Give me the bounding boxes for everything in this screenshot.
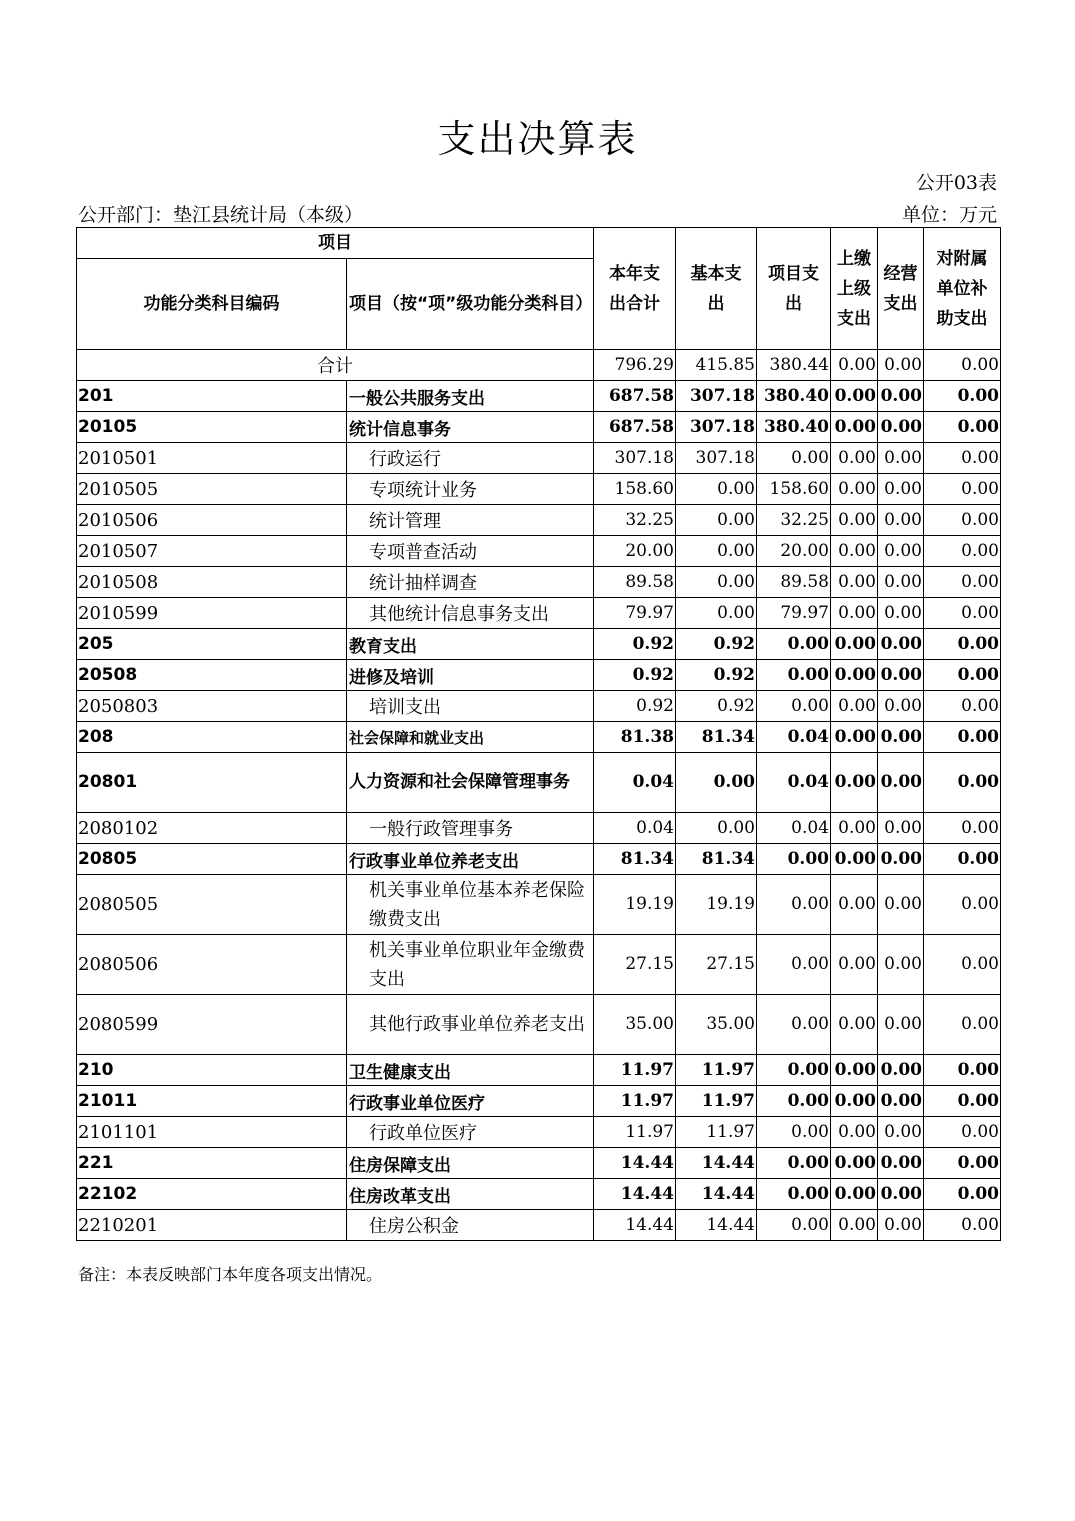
row-value: 89.58 xyxy=(757,567,831,598)
row-code: 21011 xyxy=(77,1086,347,1117)
row-value: 0.00 xyxy=(757,691,831,722)
row-value: 11.97 xyxy=(594,1055,676,1086)
row-value: 0.00 xyxy=(831,1117,878,1148)
row-value: 0.00 xyxy=(676,813,757,844)
footnote: 备注：本表反映部门本年度各项支出情况。 xyxy=(78,1265,383,1284)
row-value: 35.00 xyxy=(676,995,757,1055)
row-value: 0.00 xyxy=(757,1210,831,1241)
row-value: 307.18 xyxy=(676,412,757,443)
row-value: 0.00 xyxy=(831,567,878,598)
row-value: 307.18 xyxy=(594,443,676,474)
row-value: 0.00 xyxy=(878,1148,924,1179)
row-name: 行政事业单位医疗 xyxy=(347,1086,594,1117)
row-value: 0.00 xyxy=(878,1086,924,1117)
row-value: 0.00 xyxy=(831,1179,878,1210)
row-code: 2050803 xyxy=(77,691,347,722)
row-name: 统计管理 xyxy=(347,505,594,536)
row-value: 0.00 xyxy=(831,536,878,567)
unit-label: 单位：万元 xyxy=(901,204,997,226)
row-value: 0.00 xyxy=(924,1148,1001,1179)
row-value: 0.00 xyxy=(757,1117,831,1148)
total-value: 380.44 xyxy=(757,350,831,381)
row-value: 14.44 xyxy=(594,1179,676,1210)
header-subsidy xyxy=(924,228,1001,350)
row-value: 0.00 xyxy=(878,875,924,935)
row-value: 0.00 xyxy=(676,536,757,567)
row-value: 0.00 xyxy=(878,995,924,1055)
row-value: 0.00 xyxy=(924,474,1001,505)
row-code: 221 xyxy=(77,1148,347,1179)
row-value: 0.00 xyxy=(676,474,757,505)
row-value: 0.00 xyxy=(676,598,757,629)
row-code: 2010508 xyxy=(77,567,347,598)
row-value: 0.00 xyxy=(878,1117,924,1148)
table-row xyxy=(77,1086,1001,1117)
row-value: 0.04 xyxy=(594,753,676,813)
row-value: 0.00 xyxy=(878,505,924,536)
table-row xyxy=(77,1148,1001,1179)
row-value: 687.58 xyxy=(594,381,676,412)
row-name: 专项普查活动 xyxy=(347,536,594,567)
table-row xyxy=(77,875,1001,935)
row-value: 0.00 xyxy=(831,1210,878,1241)
row-value: 0.00 xyxy=(924,629,1001,660)
row-value: 0.00 xyxy=(831,598,878,629)
row-value: 0.00 xyxy=(831,474,878,505)
row-name: 进修及培训 xyxy=(347,660,594,691)
row-value: 35.00 xyxy=(594,995,676,1055)
row-name: 教育支出 xyxy=(347,629,594,660)
row-name: 一般公共服务支出 xyxy=(347,381,594,412)
row-value: 0.00 xyxy=(757,844,831,875)
table-row xyxy=(77,598,1001,629)
row-name: 其他统计信息事务支出 xyxy=(347,598,594,629)
row-value: 11.97 xyxy=(594,1117,676,1148)
table-row xyxy=(77,381,1001,412)
page-title: 支出决算表 xyxy=(437,117,638,161)
row-value: 0.00 xyxy=(831,629,878,660)
row-value: 0.00 xyxy=(924,995,1001,1055)
row-value: 0.00 xyxy=(757,1086,831,1117)
row-value: 0.00 xyxy=(878,844,924,875)
row-name: 人力资源和社会保障管理事务 xyxy=(347,753,594,813)
row-value: 81.34 xyxy=(594,844,676,875)
row-value: 0.00 xyxy=(831,691,878,722)
table-row xyxy=(77,995,1001,1055)
row-name: 统计抽样调查 xyxy=(347,567,594,598)
row-value: 32.25 xyxy=(757,505,831,536)
row-value: 0.00 xyxy=(924,1179,1001,1210)
row-value: 0.00 xyxy=(831,995,878,1055)
row-value: 0.00 xyxy=(924,1086,1001,1117)
row-code: 20805 xyxy=(77,844,347,875)
table-row xyxy=(77,567,1001,598)
row-name: 社会保障和就业支出 xyxy=(347,722,594,753)
row-value: 0.00 xyxy=(878,1179,924,1210)
row-code: 2010501 xyxy=(77,443,347,474)
row-value: 0.00 xyxy=(924,844,1001,875)
row-value: 14.44 xyxy=(594,1148,676,1179)
row-value: 158.60 xyxy=(594,474,676,505)
total-value: 0.00 xyxy=(831,350,878,381)
total-label: 合计 xyxy=(77,350,594,381)
row-value: 0.00 xyxy=(878,474,924,505)
table-row xyxy=(77,412,1001,443)
row-value: 0.04 xyxy=(757,813,831,844)
row-value: 158.60 xyxy=(757,474,831,505)
row-value: 0.00 xyxy=(831,660,878,691)
table-row xyxy=(77,536,1001,567)
row-value: 81.38 xyxy=(594,722,676,753)
row-value: 19.19 xyxy=(594,875,676,935)
row-value: 0.00 xyxy=(878,598,924,629)
row-value: 0.00 xyxy=(878,536,924,567)
row-value: 0.00 xyxy=(831,935,878,995)
row-value: 81.34 xyxy=(676,722,757,753)
row-value: 0.92 xyxy=(594,660,676,691)
row-name: 行政事业单位养老支出 xyxy=(347,844,594,875)
table-row xyxy=(77,629,1001,660)
row-name: 其他行政事业单位养老支出 xyxy=(347,995,594,1055)
row-value: 0.00 xyxy=(831,813,878,844)
row-value: 0.00 xyxy=(924,753,1001,813)
row-value: 14.44 xyxy=(676,1210,757,1241)
total-value: 0.00 xyxy=(924,350,1001,381)
row-value: 0.00 xyxy=(878,660,924,691)
header-basic-text: 基本支出 xyxy=(690,263,742,314)
row-name: 行政运行 xyxy=(347,443,594,474)
row-value: 0.04 xyxy=(757,722,831,753)
row-value: 0.92 xyxy=(676,691,757,722)
row-value: 0.00 xyxy=(878,813,924,844)
header-project-group: 项目 xyxy=(77,228,594,259)
row-value: 0.00 xyxy=(831,753,878,813)
row-name: 行政单位医疗 xyxy=(347,1117,594,1148)
row-code: 2210201 xyxy=(77,1210,347,1241)
row-value: 0.00 xyxy=(831,505,878,536)
row-name: 机关事业单位基本养老保险缴费支出 xyxy=(347,875,594,935)
row-value: 79.97 xyxy=(594,598,676,629)
row-name: 机关事业单位职业年金缴费支出 xyxy=(347,935,594,995)
row-value: 11.97 xyxy=(676,1055,757,1086)
row-value: 0.00 xyxy=(676,505,757,536)
row-value: 0.00 xyxy=(831,381,878,412)
row-value: 0.00 xyxy=(924,691,1001,722)
row-name: 卫生健康支出 xyxy=(347,1055,594,1086)
row-value: 0.00 xyxy=(831,875,878,935)
row-value: 0.04 xyxy=(757,753,831,813)
row-code: 2010599 xyxy=(77,598,347,629)
header-business xyxy=(878,228,924,350)
table-row xyxy=(77,1179,1001,1210)
row-value: 0.00 xyxy=(878,443,924,474)
header-total-text: 本年支出合计 xyxy=(609,263,660,314)
row-code: 2080599 xyxy=(77,995,347,1055)
expenditure-table xyxy=(76,227,1001,1241)
row-value: 11.97 xyxy=(676,1086,757,1117)
row-value: 0.00 xyxy=(924,660,1001,691)
row-value: 0.00 xyxy=(878,935,924,995)
table-row xyxy=(77,813,1001,844)
row-value: 0.00 xyxy=(878,722,924,753)
row-value: 0.00 xyxy=(924,813,1001,844)
row-value: 0.00 xyxy=(757,1179,831,1210)
row-code: 208 xyxy=(77,722,347,753)
row-value: 0.00 xyxy=(878,412,924,443)
row-name: 统计信息事务 xyxy=(347,412,594,443)
row-name: 住房保障支出 xyxy=(347,1148,594,1179)
row-value: 0.04 xyxy=(594,813,676,844)
row-value: 11.97 xyxy=(676,1117,757,1148)
total-row xyxy=(77,350,1001,381)
row-value: 0.00 xyxy=(924,935,1001,995)
row-code: 20801 xyxy=(77,753,347,813)
row-value: 0.00 xyxy=(676,567,757,598)
row-value: 11.97 xyxy=(594,1086,676,1117)
row-code: 2080506 xyxy=(77,935,347,995)
row-value: 81.34 xyxy=(676,844,757,875)
row-value: 380.40 xyxy=(757,412,831,443)
row-value: 79.97 xyxy=(757,598,831,629)
row-value: 0.00 xyxy=(831,844,878,875)
row-value: 0.00 xyxy=(924,722,1001,753)
row-value: 14.44 xyxy=(676,1148,757,1179)
row-value: 27.15 xyxy=(676,935,757,995)
department-label: 公开部门：垫江县统计局（本级） xyxy=(78,204,364,226)
row-value: 20.00 xyxy=(757,536,831,567)
header-project-text: 项目支出 xyxy=(768,263,819,314)
row-value: 0.00 xyxy=(757,995,831,1055)
row-value: 0.00 xyxy=(924,598,1001,629)
header-basic xyxy=(676,228,757,350)
header-upper xyxy=(831,228,878,350)
row-value: 0.92 xyxy=(676,660,757,691)
row-value: 307.18 xyxy=(676,381,757,412)
table-row xyxy=(77,844,1001,875)
row-value: 0.00 xyxy=(924,505,1001,536)
row-value: 0.92 xyxy=(676,629,757,660)
row-value: 0.00 xyxy=(831,1086,878,1117)
header-subsidy-text: 对附属单位补助支出 xyxy=(936,248,988,329)
row-value: 0.00 xyxy=(878,629,924,660)
row-value: 687.58 xyxy=(594,412,676,443)
row-value: 0.00 xyxy=(924,875,1001,935)
row-value: 0.92 xyxy=(594,629,676,660)
row-name: 培训支出 xyxy=(347,691,594,722)
row-code: 2080102 xyxy=(77,813,347,844)
header-code: 功能分类科目编码 xyxy=(77,259,347,350)
row-value: 0.00 xyxy=(757,660,831,691)
row-value: 0.00 xyxy=(831,722,878,753)
row-value: 0.00 xyxy=(878,1055,924,1086)
row-code: 210 xyxy=(77,1055,347,1086)
row-code: 20105 xyxy=(77,412,347,443)
row-code: 22102 xyxy=(77,1179,347,1210)
row-code: 2010505 xyxy=(77,474,347,505)
row-value: 0.00 xyxy=(924,1117,1001,1148)
row-value: 0.00 xyxy=(831,1055,878,1086)
row-value: 0.00 xyxy=(757,443,831,474)
row-value: 0.00 xyxy=(831,1148,878,1179)
row-value: 14.44 xyxy=(594,1210,676,1241)
row-value: 32.25 xyxy=(594,505,676,536)
row-value: 0.00 xyxy=(878,1210,924,1241)
row-value: 0.00 xyxy=(757,875,831,935)
row-name: 住房改革支出 xyxy=(347,1179,594,1210)
table-row xyxy=(77,505,1001,536)
row-value: 14.44 xyxy=(676,1179,757,1210)
row-value: 0.00 xyxy=(924,1055,1001,1086)
row-value: 27.15 xyxy=(594,935,676,995)
row-value: 20.00 xyxy=(594,536,676,567)
row-code: 2080505 xyxy=(77,875,347,935)
table-row xyxy=(77,935,1001,995)
row-code: 2101101 xyxy=(77,1117,347,1148)
total-value: 796.29 xyxy=(594,350,676,381)
row-value: 0.00 xyxy=(757,935,831,995)
table-row xyxy=(77,691,1001,722)
row-code: 2010507 xyxy=(77,536,347,567)
row-value: 0.00 xyxy=(924,536,1001,567)
row-value: 0.00 xyxy=(878,381,924,412)
table-row xyxy=(77,1055,1001,1086)
row-value: 0.00 xyxy=(878,753,924,813)
row-name: 住房公积金 xyxy=(347,1210,594,1241)
row-value: 19.19 xyxy=(676,875,757,935)
row-code: 20508 xyxy=(77,660,347,691)
row-value: 307.18 xyxy=(676,443,757,474)
table-row xyxy=(77,474,1001,505)
header-total xyxy=(594,228,676,350)
row-value: 0.00 xyxy=(757,629,831,660)
table-row xyxy=(77,1117,1001,1148)
row-value: 89.58 xyxy=(594,567,676,598)
total-value: 0.00 xyxy=(878,350,924,381)
row-name: 一般行政管理事务 xyxy=(347,813,594,844)
row-value: 0.00 xyxy=(676,753,757,813)
row-value: 0.00 xyxy=(878,691,924,722)
header-name: 项目（按“项”级功能分类科目） xyxy=(347,259,594,350)
row-value: 0.00 xyxy=(831,443,878,474)
total-value: 415.85 xyxy=(676,350,757,381)
row-name: 专项统计业务 xyxy=(347,474,594,505)
row-value: 0.00 xyxy=(757,1055,831,1086)
form-number: 公开03表 xyxy=(915,172,997,194)
row-value: 0.00 xyxy=(924,567,1001,598)
row-value: 0.00 xyxy=(924,381,1001,412)
table-row xyxy=(77,722,1001,753)
row-value: 0.00 xyxy=(924,443,1001,474)
row-value: 0.00 xyxy=(831,412,878,443)
table-row xyxy=(77,660,1001,691)
row-value: 0.00 xyxy=(924,1210,1001,1241)
table-row xyxy=(77,753,1001,813)
table-row xyxy=(77,443,1001,474)
row-code: 205 xyxy=(77,629,347,660)
header-business-text: 经营支出 xyxy=(883,263,918,314)
row-value: 380.40 xyxy=(757,381,831,412)
header-upper-text: 上缴上级支出 xyxy=(837,248,871,329)
table-row xyxy=(77,1210,1001,1241)
row-value: 0.00 xyxy=(878,567,924,598)
row-value: 0.92 xyxy=(594,691,676,722)
row-value: 0.00 xyxy=(757,1148,831,1179)
header-project xyxy=(757,228,831,350)
row-code: 201 xyxy=(77,381,347,412)
row-code: 2010506 xyxy=(77,505,347,536)
row-value: 0.00 xyxy=(924,412,1001,443)
